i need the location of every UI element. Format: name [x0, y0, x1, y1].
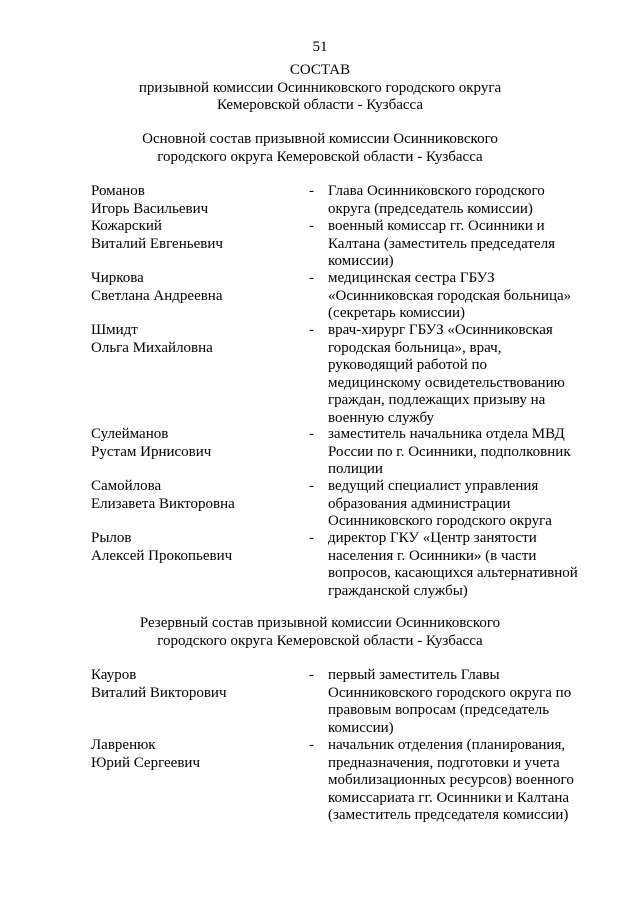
member-role [328, 270, 586, 323]
role-line: «Осинниковская городская больница» [328, 287, 572, 304]
member-name [91, 183, 291, 218]
title-line: СОСТАВ [289, 62, 351, 78]
dash-separator: - [309, 270, 314, 286]
role-line: Осинниковского городского округа [328, 513, 552, 529]
member-role [328, 530, 586, 600]
member-name [91, 218, 291, 253]
heading-line: городского округа Кемеровской области - Кузбасса [157, 632, 483, 649]
member-name [91, 530, 291, 565]
member-role [328, 737, 586, 825]
role-line: руководящий работой по [328, 357, 488, 373]
role-line: (заместитель председателя комиссии) [328, 807, 569, 823]
role-line: директор ГКУ «Центр занятости [328, 530, 537, 546]
surname: Кауров [91, 667, 137, 683]
surname: Лавренюк [91, 737, 156, 753]
role-line: первый заместитель Главы [328, 667, 500, 683]
member-name [91, 322, 291, 357]
page-number: 51 [312, 39, 328, 55]
role-line: Осинниковского городского округа по [328, 684, 572, 701]
dash-separator: - [309, 322, 314, 338]
given-names: Рустам Ирнисович [91, 443, 212, 460]
role-line: предназначения, подготовки и учета [328, 754, 560, 771]
member-name [91, 478, 291, 513]
role-line: мобилизационных ресурсов) военного [328, 772, 574, 788]
heading-line: Резервный состав призывной комиссии Осинниковского [139, 615, 501, 631]
role-line: комиссии) [328, 719, 394, 736]
surname: Самойлова [91, 478, 162, 494]
role-line: правовым вопросам (председатель [328, 702, 550, 718]
member-name [91, 737, 291, 772]
surname: Романов [91, 183, 145, 199]
role-line: начальник отделения (планирования, [328, 737, 566, 753]
member-name [91, 667, 291, 702]
role-line: России по г. Осинники, подполковник [328, 443, 571, 460]
surname: Сулейманов [91, 426, 169, 442]
member-role [328, 322, 586, 427]
dash-separator: - [309, 218, 314, 234]
surname: Чиркова [91, 270, 144, 286]
member-role [328, 183, 586, 218]
title-line: призывной комиссии Осинниковского городского округа [138, 79, 502, 96]
member-role [328, 667, 586, 737]
dash-separator: - [309, 530, 314, 546]
role-line: вопросов, касающихся альтернативной [328, 565, 578, 581]
given-names: Виталий Викторович [91, 684, 227, 701]
role-line: ведущий специалист управления [328, 478, 539, 494]
role-line: Калтана (заместитель председателя [328, 235, 555, 252]
surname: Рылов [91, 530, 132, 546]
document-title [0, 62, 640, 115]
role-line: населения г. Осинники» (в части [328, 547, 537, 564]
role-line: комиссариата гг. Осинники и Калтана [328, 789, 570, 806]
role-line: образования администрации [328, 495, 511, 512]
role-line: полиции [328, 461, 383, 477]
given-names: Игорь Васильевич [91, 200, 209, 217]
role-line: Глава Осинниковского городского [328, 183, 545, 199]
given-names: Ольга Михайловна [91, 339, 213, 356]
given-names: Алексей Прокопьевич [91, 547, 233, 564]
given-names: Виталий Евгеньевич [91, 235, 223, 252]
role-line: граждан, подлежащих призыву на [328, 392, 546, 408]
role-line: городская больница», врач, [328, 339, 502, 356]
surname: Кожарский [91, 218, 162, 234]
role-line: врач-хирург ГБУЗ «Осинниковская [328, 322, 553, 338]
role-line: военную службу [328, 409, 435, 426]
dash-separator: - [309, 737, 314, 753]
heading-line: Основной состав призывной комиссии Осинниковского [142, 131, 498, 147]
member-role [328, 218, 586, 271]
heading-line: городского округа Кемеровской области - Кузбасса [157, 148, 483, 165]
role-line: заместитель начальника отдела МВД [328, 426, 565, 442]
member-role [328, 426, 586, 479]
main-section-heading [0, 131, 640, 166]
surname: Шмидт [91, 322, 138, 338]
dash-separator: - [309, 478, 314, 494]
role-line: медицинская сестра ГБУЗ [328, 270, 495, 286]
title-line: Кемеровской области - Кузбасса [216, 97, 424, 113]
member-role [328, 478, 586, 531]
role-line: (секретарь комиссии) [328, 305, 466, 321]
member-name [91, 426, 291, 461]
dash-separator: - [309, 667, 314, 683]
dash-separator: - [309, 426, 314, 442]
given-names: Елизавета Викторовна [91, 495, 235, 512]
member-name [91, 270, 291, 305]
given-names: Светлана Андреевна [91, 287, 223, 304]
reserve-section-heading [0, 615, 640, 650]
role-line: медицинскому освидетельствованию [328, 374, 565, 391]
role-line: комиссии) [328, 253, 394, 269]
dash-separator: - [309, 183, 314, 199]
role-line: округа (председатель комиссии) [328, 200, 533, 217]
role-line: военный комиссар гг. Осинники и [328, 218, 545, 234]
role-line: гражданской службы) [328, 582, 468, 599]
given-names: Юрий Сергеевич [91, 754, 200, 771]
